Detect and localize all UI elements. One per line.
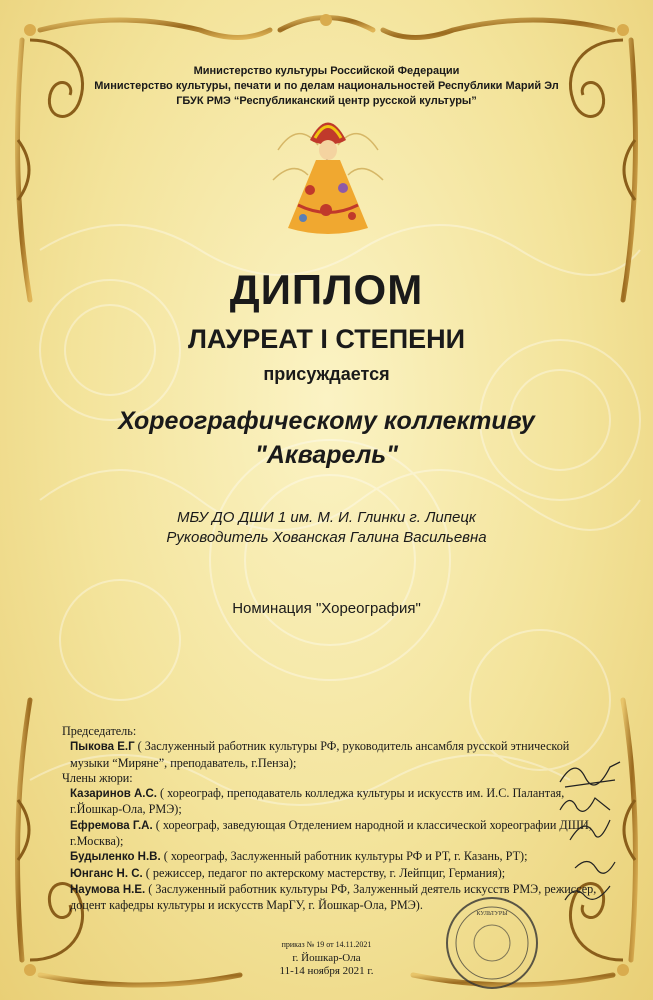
signature-member-2 (565, 815, 615, 845)
organization-name: МБУ ДО ДШИ 1 им. М. И. Глинки г. Липецк (177, 509, 476, 526)
jury-member-name: Наумова Н.Е. (70, 883, 146, 896)
jury-member (62, 818, 610, 850)
jury-member-desc: ( Заслуженный работник культуры РФ, Залуженный деятель искусств РМЭ, режиссер, доцент кафедры культуры и искусств МарГУ, г. Йошкар-Ола, РМЭ). (70, 881, 597, 913)
seal-text: КУЛЬТУРЫ (476, 911, 508, 917)
jury-member (62, 786, 610, 818)
jury-chair (62, 739, 610, 771)
jury-member-desc: ( режиссер, педагог по актерскому мастерству, г. Лейпциг, Германия); (142, 865, 506, 880)
jury-member-name: Юнганс Н. С. (70, 867, 143, 880)
awarded-label: присуждается (263, 364, 390, 384)
nomination: Номинация "Хореография" (232, 600, 421, 617)
organizer-center: ГБУК РМЭ “Республиканский центр русской культуры” (176, 95, 477, 107)
jury-member (62, 866, 610, 882)
recipient-line-1: Хореографическому коллективу (118, 407, 535, 435)
jury-chair-name: Пыкова Е.Г (70, 741, 135, 754)
event-dates: 11-14 ноября 2021 г. (279, 965, 374, 977)
recipient-block (0, 404, 653, 472)
organizer-ministry-me: Министерство культуры, печати и по делам национальностей Республики Марий Эл (94, 80, 559, 92)
order-number: приказ № 19 от 14.11.2021 (281, 940, 372, 949)
organizer-ministry-rf: Министерство культуры Российской Федерации (193, 65, 460, 77)
signature-member-3 (570, 850, 620, 878)
jury-chair-label: Председатель: (62, 724, 137, 738)
jury-members-label: Члены жюри: (62, 770, 133, 785)
jury-member-name: Казаринов А.С. (70, 788, 157, 801)
supervisor-name: Руководитель Хованская Галина Васильевна (166, 529, 487, 546)
folk-doll-emblem (268, 110, 388, 250)
jury-member-name: Будыленко Н.В. (70, 851, 161, 864)
organizers-header (0, 64, 653, 109)
footer-place-date (0, 952, 653, 978)
jury-chair-desc: ( Заслуженный работник культуры РФ, руководитель ансамбля русской этнической музыки “Миряне”, преподаватель, г.Пенза); (70, 739, 570, 770)
signature-chair (555, 752, 625, 792)
jury-list (62, 724, 610, 914)
laureate-degree: ЛАУРЕАТ I СТЕПЕНИ (187, 324, 466, 354)
organization-block (0, 508, 653, 548)
signature-member-4 (560, 880, 615, 908)
jury-member-desc: ( хореограф, заведующая Отделением народной и классической хореографии ДШИ, г.Москва); (70, 817, 592, 849)
jury-member-desc: ( хореограф, преподаватель колледжа культуры и искусств им. И.С. Палантая, г.Йошкар-Ола, РМЭ); (70, 786, 565, 817)
jury-member (62, 849, 610, 865)
jury-member-desc: ( хореограф, Заслуженный работник культуры РФ и РТ, г. Казань, РТ); (160, 849, 528, 864)
city: г. Йошкар-Ола (292, 952, 361, 964)
jury-member-name: Ефремова Г.А. (70, 819, 153, 832)
recipient-line-2: "Акварель" (255, 441, 398, 469)
diploma-title: ДИПЛОМ (229, 266, 424, 313)
